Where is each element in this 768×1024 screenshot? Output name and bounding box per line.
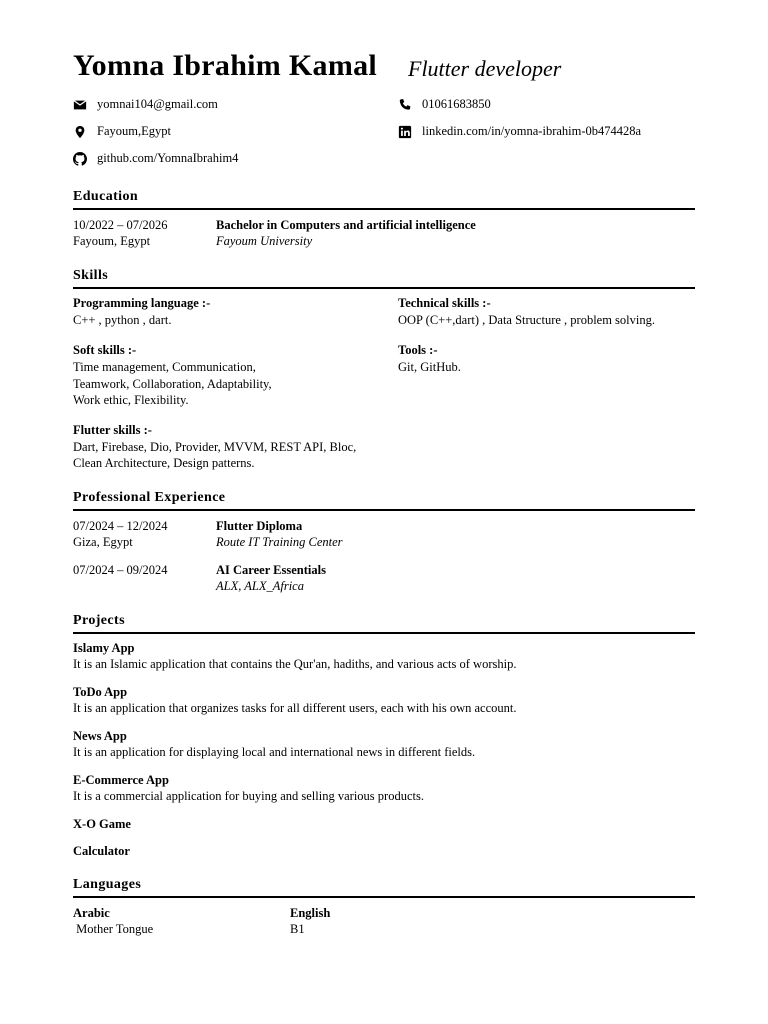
skills-divider: [73, 287, 695, 289]
skill-tools-line: Git, GitHub.: [398, 360, 461, 374]
experience-heading: Professional Experience: [73, 490, 226, 505]
language-name: Arabic: [73, 906, 110, 920]
education-heading: Education: [73, 189, 139, 204]
experience-org: ALX, ALX_Africa: [216, 579, 304, 593]
skill-programming-line: C++ , python , dart.: [73, 313, 172, 327]
experience-dates: 07/2024 – 09/2024: [73, 563, 168, 577]
contact-github[interactable]: [73, 151, 238, 166]
contact-phone[interactable]: [398, 97, 491, 112]
education-degree: Bachelor in Computers and artificial intelligence: [216, 218, 476, 232]
skill-soft-line: Work ethic, Flexibility.: [73, 393, 189, 407]
languages-divider: [73, 896, 695, 898]
projects-divider: [73, 632, 695, 634]
contact-github-text: github.com/YomnaIbrahim4: [97, 151, 239, 165]
education-divider: [73, 208, 695, 210]
map-pin-icon: [73, 125, 87, 139]
skill-tools-label: Tools :-: [398, 343, 438, 357]
education-school: Fayoum University: [216, 234, 313, 248]
project-name: X-O Game: [73, 817, 131, 831]
candidate-name: Yomna Ibrahim Kamal: [73, 49, 378, 82]
project-desc: It is a commercial application for buying and selling various products.: [73, 789, 424, 803]
envelope-icon: [73, 98, 87, 112]
skill-soft-line: Time management, Communication,: [73, 360, 256, 374]
contact-phone-text: 01061683850: [422, 97, 491, 111]
education-place: Fayoum, Egypt: [73, 234, 151, 248]
experience-position: AI Career Essentials: [216, 563, 326, 577]
project-desc: It is an application that organizes tasks for all different users, each with his own account.: [73, 701, 517, 715]
experience-dates: 07/2024 – 12/2024: [73, 519, 168, 533]
skill-programming-label: Programming language :-: [73, 296, 211, 310]
project-name: E-Commerce App: [73, 773, 169, 787]
contact-location-text: Fayoum,Egypt: [97, 124, 171, 138]
project-name: Calculator: [73, 844, 130, 858]
github-icon: [73, 152, 87, 166]
project-name: News App: [73, 729, 127, 743]
contact-location: [73, 124, 171, 139]
skill-soft-line: Teamwork, Collaboration, Adaptability,: [73, 377, 272, 391]
experience-position: Flutter Diploma: [216, 519, 303, 533]
candidate-role: Flutter developer: [408, 56, 562, 81]
experience-place: Giza, Egypt: [73, 535, 133, 549]
skills-heading: Skills: [73, 268, 109, 283]
projects-heading: Projects: [73, 613, 125, 628]
language-level: B1: [290, 922, 305, 936]
experience-org: Route IT Training Center: [216, 535, 343, 549]
contact-email-text: yomnai104@gmail.com: [97, 97, 218, 111]
skill-flutter-label: Flutter skills :-: [73, 423, 152, 437]
project-name: ToDo App: [73, 685, 128, 699]
skill-flutter-line: Dart, Firebase, Dio, Provider, MVVM, REST API, Bloc,: [73, 440, 357, 454]
experience-divider: [73, 509, 695, 511]
project-desc: It is an Islamic application that contains the Qur'an, hadiths, and various acts of worship.: [73, 657, 517, 671]
languages-heading: Languages: [73, 877, 142, 892]
phone-icon: [398, 98, 412, 112]
skill-flutter-line: Clean Architecture, Design patterns.: [73, 456, 255, 470]
contact-linkedin-text: linkedin.com/in/yomna-ibrahim-0b474428a: [422, 124, 642, 138]
project-desc: It is an application for displaying local and international news in different fields.: [73, 745, 476, 759]
language-level: Mother Tongue: [73, 922, 154, 936]
education-dates: 10/2022 – 07/2026: [73, 218, 168, 232]
language-name: English: [290, 906, 331, 920]
linkedin-icon: [398, 125, 412, 139]
contact-linkedin[interactable]: [398, 124, 641, 139]
skill-technical-label: Technical skills :-: [398, 296, 491, 310]
project-name: Islamy App: [73, 641, 135, 655]
skill-soft-label: Soft skills :-: [73, 343, 137, 357]
contact-email[interactable]: [73, 97, 218, 112]
skill-technical-line: OOP (C++,dart) , Data Structure , problem solving.: [398, 313, 655, 327]
